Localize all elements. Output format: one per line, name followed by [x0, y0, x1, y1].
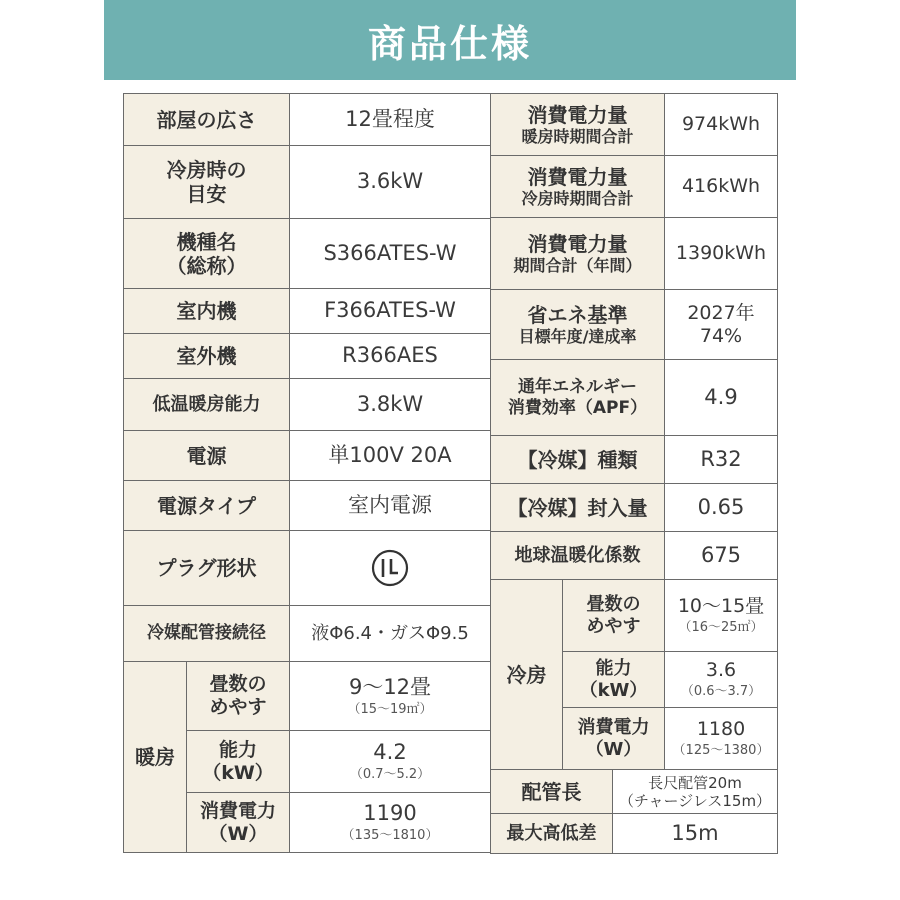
cool-capacity-label [563, 652, 665, 708]
row-plug [124, 531, 491, 606]
height-diff-value: 15m [613, 814, 778, 854]
power-value: 単100V 20A [290, 431, 491, 481]
row-cool-guide [124, 146, 491, 219]
apf-value: 4.9 [665, 360, 778, 436]
low-temp-value: 3.8kW [290, 379, 491, 431]
cool-consumption-label-l1: 消費電力 [577, 716, 650, 738]
row-outdoor [124, 334, 491, 379]
annual-energy-value: 1390kWh [665, 218, 778, 290]
pipe-label: 冷媒配管接続径 [124, 606, 290, 662]
row-model [124, 219, 491, 289]
heat-consumption-main: 1190 [363, 801, 417, 826]
model-value: S366ATES-W [290, 219, 491, 289]
cool-guide-label [124, 146, 290, 219]
cool-guide-label-l2: 目安 [186, 182, 227, 206]
spec-table-left [123, 93, 491, 853]
row-annual-energy [491, 218, 778, 290]
apf-label-l1: 通年エネルギー [518, 377, 637, 398]
cool-tatami-label-l1: 畳数の [586, 593, 641, 615]
row-pipe [124, 606, 491, 662]
cool-capacity-value [665, 652, 778, 708]
row-cool-tatami [491, 580, 778, 652]
heat-energy-label [491, 94, 665, 156]
heat-capacity-label-l2: （kW） [202, 761, 274, 784]
heat-capacity-main: 4.2 [373, 740, 407, 765]
heat-capacity-sub: （0.7〜5.2） [349, 767, 431, 783]
row-cool-energy [491, 156, 778, 218]
row-power [124, 431, 491, 481]
cool-capacity-sub: （0.6〜3.7） [680, 684, 762, 700]
cool-energy-label-l1: 消費電力量 [527, 164, 628, 189]
cool-capacity-label-l1: 能力 [595, 657, 632, 679]
row-power-type [124, 481, 491, 531]
heat-consumption-label-l2: （W） [208, 822, 268, 845]
gwp-value: 675 [665, 532, 778, 580]
standard-value [665, 290, 778, 360]
spec-table-right [490, 93, 778, 854]
standard-value-l1: 2027年 [687, 301, 755, 324]
plug-label: プラグ形状 [124, 531, 290, 606]
row-height-diff [491, 814, 778, 854]
row-refrigerant-amount [491, 484, 778, 532]
heat-energy-value: 974kWh [665, 94, 778, 156]
cool-consumption-value [665, 708, 778, 770]
standard-label [491, 290, 665, 360]
heat-consumption-label [187, 793, 290, 853]
heat-energy-label-l2: 暖房時期間合計 [521, 126, 634, 146]
page-title: 商品仕様 [367, 21, 532, 66]
cool-tatami-value [665, 580, 778, 652]
row-room [124, 94, 491, 146]
row-pipe-length [491, 770, 778, 814]
cool-energy-label-l2: 冷房時期間合計 [521, 188, 634, 208]
annual-energy-label-l1: 消費電力量 [527, 231, 628, 256]
power-type-label: 電源タイプ [124, 481, 290, 531]
room-value: 12畳程度 [290, 94, 491, 146]
standard-label-l2: 目標年度/達成率 [518, 326, 637, 346]
pipe-value: 液Φ6.4・ガスΦ9.5 [290, 606, 491, 662]
heat-tatami-label-l1: 畳数の [209, 673, 267, 696]
row-standard [491, 290, 778, 360]
low-temp-label: 低温暖房能力 [124, 379, 290, 431]
refrigerant-type-label: 【冷媒】種類 [491, 436, 665, 484]
model-label [124, 219, 290, 289]
heat-capacity-label [187, 731, 290, 793]
heat-capacity-label-l1: 能力 [218, 738, 257, 761]
row-heat-energy [491, 94, 778, 156]
annual-energy-label-l2: 期間合計（年間） [513, 255, 642, 275]
pipe-length-value [613, 770, 778, 814]
outdoor-value: R366AES [290, 334, 491, 379]
cool-tatami-label-l2: めやす [586, 615, 641, 637]
row-low-temp [124, 379, 491, 431]
row-apf [491, 360, 778, 436]
cool-capacity-main: 3.6 [705, 659, 737, 682]
plug-outlet-icon [370, 548, 410, 588]
standard-label-l1: 省エネ基準 [527, 302, 628, 327]
cool-consumption-main: 1180 [696, 718, 746, 741]
pipe-length-value-l2: （チャージレス15m） [618, 791, 772, 810]
cool-energy-value: 416kWh [665, 156, 778, 218]
row-gwp [491, 532, 778, 580]
cool-capacity-label-l2: （kW） [579, 679, 648, 701]
refrigerant-type-value: R32 [665, 436, 778, 484]
cooling-label: 冷房 [491, 580, 563, 770]
indoor-label: 室内機 [124, 289, 290, 334]
indoor-value: F366ATES-W [290, 289, 491, 334]
room-label: 部屋の広さ [124, 94, 290, 146]
cool-guide-label-l1: 冷房時の [166, 158, 247, 182]
cool-energy-label [491, 156, 665, 218]
heat-energy-label-l1: 消費電力量 [527, 102, 628, 127]
standard-value-l2: 74% [699, 324, 743, 347]
plug-value [290, 531, 491, 606]
gwp-label: 地球温暖化係数 [491, 532, 665, 580]
heat-tatami-label [187, 662, 290, 731]
heating-label: 暖房 [124, 662, 187, 853]
power-label: 電源 [124, 431, 290, 481]
refrigerant-amount-label: 【冷媒】封入量 [491, 484, 665, 532]
pipe-length-label: 配管長 [491, 770, 613, 814]
heat-consumption-label-l1: 消費電力 [199, 799, 276, 822]
power-type-value: 室内電源 [290, 481, 491, 531]
height-diff-label: 最大高低差 [491, 814, 613, 854]
cool-guide-value: 3.6kW [290, 146, 491, 219]
heat-consumption-sub: （135〜1810） [341, 828, 439, 844]
heat-tatami-sub: （15〜19㎡） [347, 701, 433, 717]
outdoor-label: 室外機 [124, 334, 290, 379]
page-title-banner [104, 0, 796, 80]
heat-consumption-value [290, 793, 491, 853]
heat-tatami-value [290, 662, 491, 731]
annual-energy-label [491, 218, 665, 290]
heat-tatami-main: 9〜12畳 [348, 674, 432, 699]
heat-tatami-label-l2: めやす [209, 696, 267, 718]
row-heat-tatami [124, 662, 491, 731]
cool-consumption-label-l2: （W） [585, 738, 642, 760]
cool-tatami-main: 10〜15畳 [677, 595, 765, 618]
heat-capacity-value [290, 731, 491, 793]
apf-label-l2: 消費効率（APF） [507, 397, 648, 418]
row-indoor [124, 289, 491, 334]
cool-tatami-label [563, 580, 665, 652]
cool-consumption-sub: （125〜1380） [672, 743, 770, 759]
cool-consumption-label [563, 708, 665, 770]
model-label-l2: （総称） [166, 253, 247, 278]
apf-label [491, 360, 665, 436]
pipe-length-value-l1: 長尺配管20m [648, 773, 742, 792]
row-refrigerant-type [491, 436, 778, 484]
model-label-l1: 機種名 [176, 229, 237, 254]
cool-tatami-sub: （16〜25㎡） [678, 620, 764, 636]
refrigerant-amount-value: 0.65 [665, 484, 778, 532]
